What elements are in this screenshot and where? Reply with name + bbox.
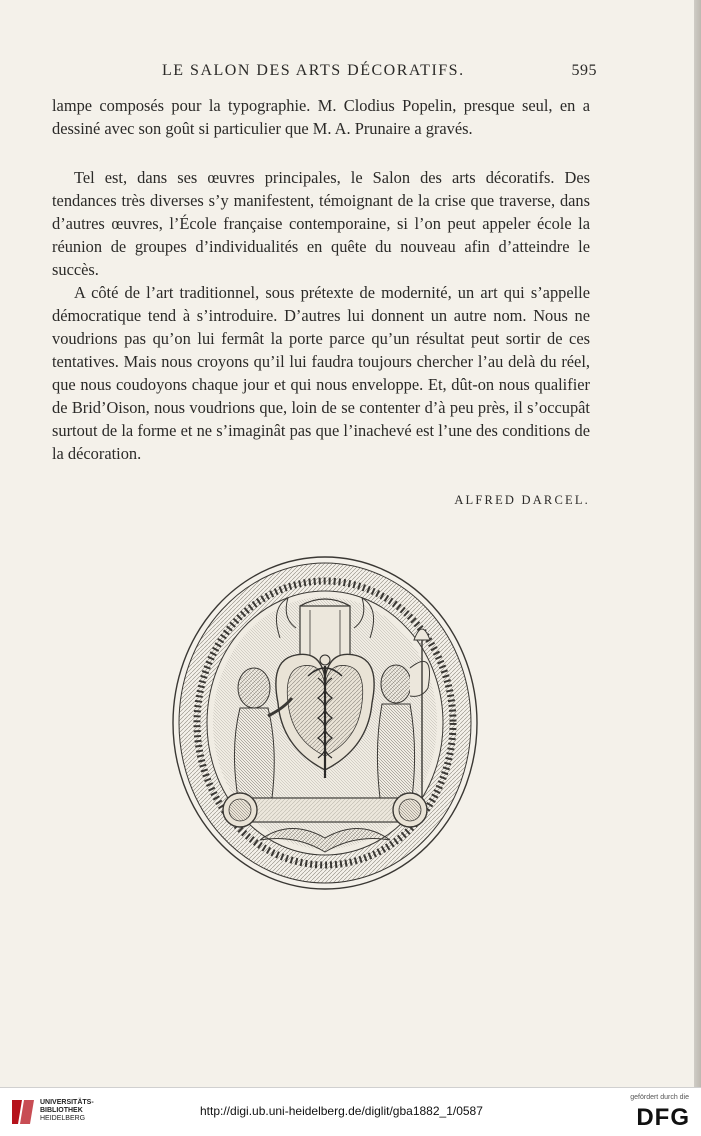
page-edge — [694, 0, 701, 1087]
paragraph-1: lampe composés pour la typographie. M. Clodius Popelin, presque seul, en a dessiné avec son goût si particulier que M. A. Prunaire a gravés. — [52, 96, 590, 138]
library-line-3: HEIDELBERG — [40, 1115, 86, 1122]
running-head — [52, 62, 597, 84]
page-number: 595 — [571, 62, 597, 79]
dfg-logo: DFG — [636, 1104, 690, 1131]
footer-bar — [0, 1087, 701, 1136]
running-head-title: LE SALON DES ARTS DÉCORATIFS. — [162, 62, 465, 79]
library-line-1: UNIVERSITÄTS- — [40, 1099, 94, 1106]
paragraph-3: A côté de l’art traditionnel, sous prétexte de modernité, un art qui s’appelle démocratique tend à s’introduire. D’autres lui donnent un autre nom. Nous ne voudrions pas qu’on lui fermât la porte parce qu’un résultat peut sortir de ces tentatives. Mais nous croyons qu’il lui faudra toujours chercher l’au delà du réel, que nous coudoyons chaque jour et qui nous enveloppe. Et, dût-on nous qualifier de Brid’Oison, nous voudrions que, loin de se contenter d’à peu près, il s’occupât surtout de la forme et ne s’imaginât pas que l’inachevé est l’une des conditions de la décoration. — [52, 283, 590, 463]
source-url[interactable]: http://digi.ub.uni-heidelberg.de/diglit/gba1882_1/0587 — [200, 1104, 483, 1118]
author-signature: ALFRED DARCEL. — [454, 493, 590, 507]
ornamental-vignette-illustration — [160, 548, 490, 898]
funded-by-caption: gefördert durch die — [630, 1094, 689, 1101]
paragraph-2: Tel est, dans ses œuvres principales, le Salon des arts décoratifs. Des tendances très diverses s’y manifestent, témoignant de la crise que traverse, dans d’autres œuvres, l’École française contemporaine, si l’on peut appeler école la réunion de groupes d’individualités en quête du nouveau afin d’atteindre le succès. — [52, 168, 590, 279]
university-library-name — [40, 1099, 94, 1123]
library-line-2: BIBLIOTHEK — [40, 1107, 83, 1114]
university-library-logo-icon — [8, 1096, 38, 1128]
